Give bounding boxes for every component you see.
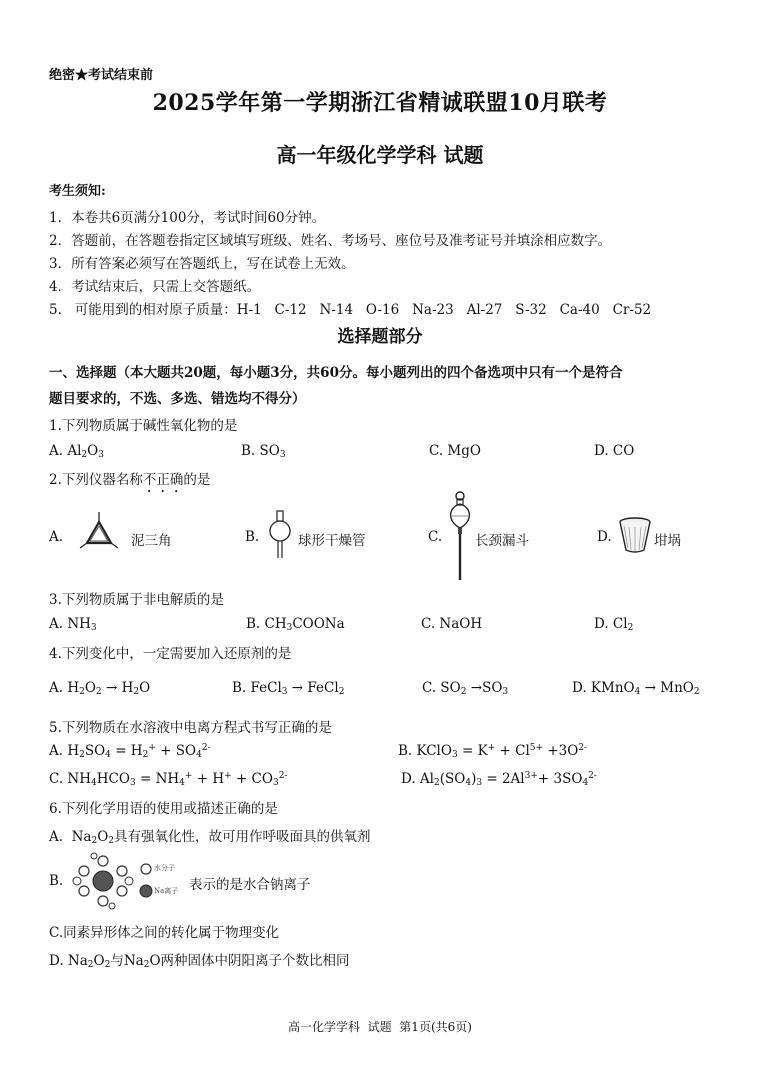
question-2-stem: 2.下列仪器名称不正确的是 xyxy=(49,472,211,488)
q6-option-d: D. $Na_2O_2$与$Na_2O$两种固体中阴阳离子个数比相同 xyxy=(49,953,350,970)
q2-option-d-name: 坩埚 xyxy=(654,533,681,549)
exam-subtitle: 高一年级化学学科 试题 xyxy=(276,143,484,167)
question-3-stem: 3.下列物质属于非电解质的是 xyxy=(49,592,224,608)
notice-item: 1．本卷共6页满分100分，考试时间60分钟。 xyxy=(49,210,326,226)
part-instructions: 题目要求的，不选、多选、错选均不得分） xyxy=(49,391,306,407)
q4-option-b: B. FeCl$_3$ → FeCl$_2$ xyxy=(232,680,345,697)
legend-sodium-label: Na离子 xyxy=(154,887,179,895)
q3-option-a: A. $NH_3$ xyxy=(49,616,97,633)
q1-option-b: B. $SO_3$ xyxy=(241,443,286,460)
q3-option-b: B. $CH_3COONa$ xyxy=(246,616,345,633)
q6-option-b-text: 表示的是水合钠离子 xyxy=(189,877,311,893)
notice-item: 2．答题前，在答题卷指定区域填写班级、姓名、考场号、座位号及准考证号并填涂相应数字。 xyxy=(49,233,612,249)
question-6-stem: 6.下列化学用语的使用或描述正确的是 xyxy=(49,801,278,817)
section-title: 选择题部分 xyxy=(337,327,423,347)
notice-item: 4．考试结束后，只需上交答题纸。 xyxy=(49,279,261,295)
q1-option-a: A. $Al_2O_3$ xyxy=(49,443,104,460)
q6-option-c: C.同素异形体之间的转化属于物理变化 xyxy=(49,925,280,941)
q6-option-b-letter: B. xyxy=(49,873,64,889)
confidential-mark: 绝密★考试结束前 xyxy=(49,68,154,83)
notice-title: 考生须知: xyxy=(49,184,106,199)
q1-option-c: C. MgO xyxy=(429,443,481,459)
q6-option-a: A. $Na_2O_2$具有强氧化性，故可用作呼吸面具的供氧剂 xyxy=(49,829,371,846)
question-4-stem: 4.下列变化中，一定需要加入还原剂的是 xyxy=(49,646,292,662)
q5-option-a: A. $H_2SO_4 = H_2^+ + SO_4^{2-}$ xyxy=(49,743,211,760)
legend-water-label: 水分子 xyxy=(154,864,175,872)
exam-title: 2025学年第一学期浙江省精诚联盟10月联考 xyxy=(152,90,608,116)
q2-option-b-name: 球形干燥管 xyxy=(298,533,366,549)
q2-option-b-letter: B. xyxy=(245,529,260,545)
crucible-icon xyxy=(618,516,652,554)
q5-option-d: D. $Al_2(SO_4)_3 = 2Al^{3+}+ 3SO_4^{2-}$ xyxy=(401,771,597,788)
hydrated-sodium-ion-icon xyxy=(70,852,136,910)
q5-option-c: C. $NH_4HCO_3 = NH_4^+ + H^+ + CO_3^{2-}$ xyxy=(49,771,288,788)
q2-option-d-letter: D. xyxy=(597,529,612,545)
legend-icons xyxy=(139,861,153,901)
bulb-drying-tube-icon xyxy=(266,510,294,560)
q3-option-d: D. $Cl_2$ xyxy=(594,616,634,633)
q5-option-b: B. KClO$_3$ = $K^+ + Cl^{5+} +3O^{2-}$ xyxy=(398,743,588,760)
q1-option-d: D. CO xyxy=(594,443,635,459)
q4-option-c: C. $SO_2 \to SO_3$ xyxy=(422,680,509,697)
long-neck-funnel-icon xyxy=(445,490,475,582)
notice-item: 3．所有答案必须写在答题纸上，写在试卷上无效。 xyxy=(49,256,355,272)
clay-triangle-icon xyxy=(76,508,122,552)
q4-option-a: A. $H_2O_2 \to H_2O$ xyxy=(49,680,151,697)
q3-option-c: C. NaOH xyxy=(421,616,483,632)
question-5-stem: 5.下列物质在水溶液中电离方程式书写正确的是 xyxy=(49,720,332,736)
part-instructions: 一、选择题（本大题共20题，每小题3分，共60分。每小题列出的四个备选项中只有一个是符合 xyxy=(49,365,623,381)
question-1-stem: 1.下列物质属于碱性氧化物的是 xyxy=(49,418,238,434)
page-footer: 高一化学学科 试题 第1页(共6页) xyxy=(288,1020,472,1034)
q2-option-a-name: 泥三角 xyxy=(131,533,172,549)
emphasis-text: 不正确 xyxy=(142,472,184,488)
q4-option-d: D. KMnO$_4$ → MnO$_2$ xyxy=(572,680,700,697)
notice-item: 5. 可能用到的相对原子质量：H-1 C-12 N-14 O-16 Na-23 Al-27 S-32 Ca-40 Cr-52 xyxy=(49,302,652,318)
q2-option-a-letter: A. xyxy=(49,529,64,545)
q2-option-c-letter: C. xyxy=(428,529,443,545)
q2-option-c-name: 长颈漏斗 xyxy=(475,533,529,549)
